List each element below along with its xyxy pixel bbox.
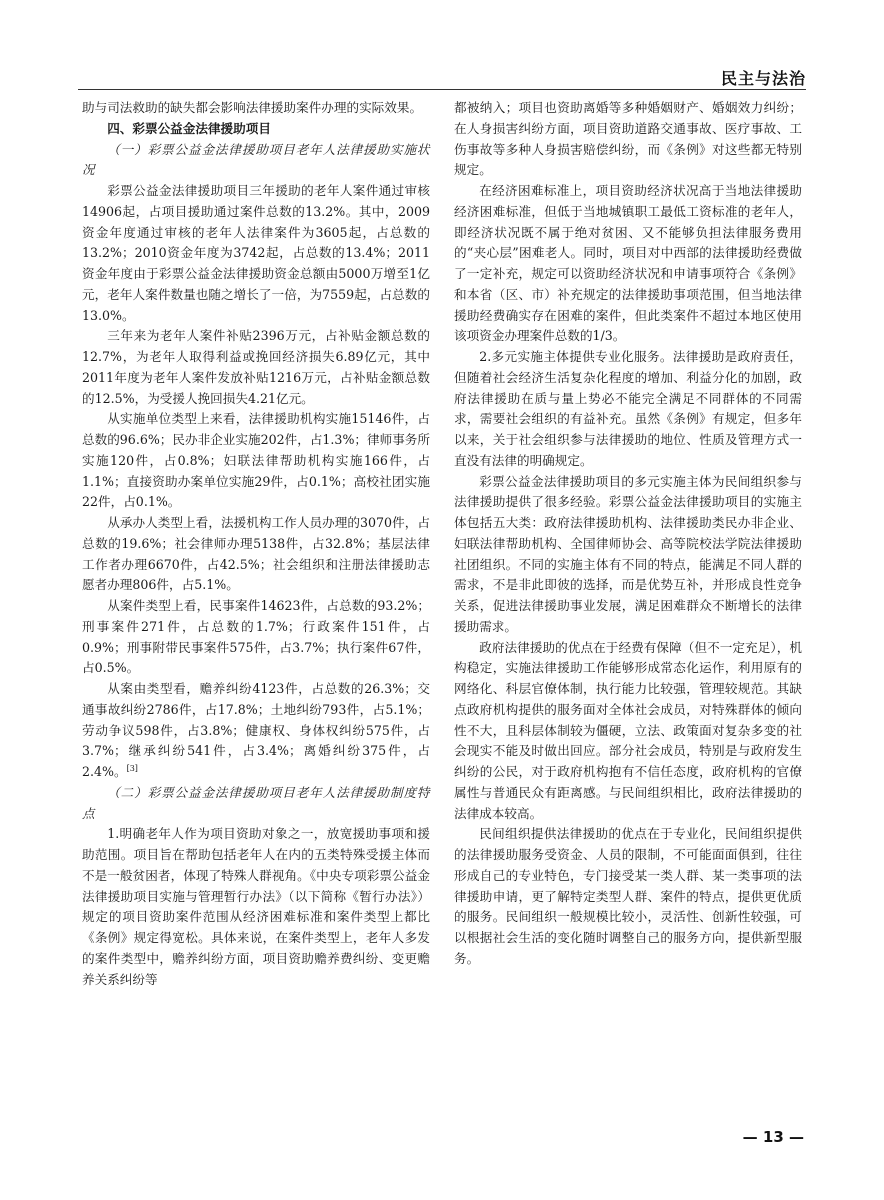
paragraph: 从承办人类型上看，法援机构工作人员办理的3070件，占总数的19.6%；社会律师办理5138件，占32.8%；基层法律工作者办理6670件，占42.5%；社会组织和注册法律援助志愿者办理806件，占5.1%。 [82,515,430,593]
header-rule [78,89,806,90]
subsection-heading: （一）彩票公益金法律援助项目老年人法律援助实施状况 [82,141,430,178]
paragraph: 在经济困难标准上，项目资助经济状况高于当地法律援助经济困难标准，但低于当地城镇职工最低工资标准的老年人，即经济状况既不属于绝对贫困、又不能够负担法律服务费用的“夹心层”困难老人。同时，项目对中西部的法律援助经费做了一定补充，规定可以资助经济状况和申请事项符合《条例》和本省（区、市）补充规定的法律援助事项范围，但当地法律援助经费确实存在困难的案件，但此类案件不超过本地区使用该项资金办理案件总数的1/3。 [454,183,802,344]
paragraph: 政府法律援助的优点在于经费有保障（但不一定充足），机构稳定，实施法律援助工作能够形成常态化运作，利用原有的网络化、科层官僚体制，执行能力比较强，管理较规范。其缺点政府机构提供的服务面对全体社会成员，对特殊群体的倾向性不大，且科层体制较为僵硬，立法、政策面对复杂多变的社会现实不能及时做出回应。部分社会成员，特别是与政府发生纠纷的公民，对于政府机构抱有不信任态度，政府机构的官僚属性与普通民众有距离感。与民间组织相比，政府法律援助的法律成本较高。 [454,639,802,821]
section-title: 民主与法治 [720,69,806,88]
subsection-heading: （二）彩票公益金法律援助项目老年人法律援助制度特点 [82,784,430,821]
right-column [454,98,802,970]
paragraph-with-reference [82,679,430,783]
paragraph: 助与司法救助的缺失都会影响法律援助案件办理的实际效果。 [82,100,423,115]
paragraph: 彩票公益金法律援助项目的多元实施主体为民间组织参与法律援助提供了很多经验。彩票公益金法律援助项目的实施主体包括五大类：政府法律援助机构、法律援助类民办非企业、妇联法律帮助机构、全国律师协会、高等院校法学院法律援助社团组织。不同的实施主体有不同的特点，能满足不同人群的需求，不是非此即彼的选择，而是优势互补，并形成良性竞争关系，促进法律援助事业发展，满足困难群众不断增长的法律援助需求。 [454,473,802,634]
reference-marker: [3] [126,763,138,773]
paragraph: 三年来为老年人案件补贴2396万元，占补贴金额总数的12.7%，为老年人取得利益或挽回经济损失6.89亿元，其中2011年度为老年人案件发放补贴1216万元，占补贴金额总数的12.5%，为受援人挽回损失4.21亿元。 [82,328,430,406]
paragraph: 民间组织提供法律援助的优点在于专业化，民间组织提供的法律援助服务受资金、人员的限制，不可能面面俱到，往往形成自己的专业特色，专门接受某一类人群、某一类事项的法律援助申请，更了解特定类型人群、案件的特点，提供更优质的服务。民间组织一般规模比较小，灵活性、创新性较强，可以根据社会生活的变化随时调整自己的服务方向，提供新型服务。 [454,826,802,966]
paragraph: 从案件类型上看，民事案件14623件，占总数的93.2%；刑事案件271件，占总数的1.7%；行政案件151件，占0.9%；刑事附带民事案件575件，占3.7%；执行案件67件，占0.5%。 [82,598,430,676]
paragraph: 从实施单位类型上来看，法律援助机构实施15146件，占总数的96.6%；民办非企业实施202件，占1.3%；律师事务所实施120件，占0.8%；妇联法律帮助机构实施166件，占1.1%；直接资助办案单位实施29件，占0.1%；高校社团实施22件，占0.1%。 [82,411,430,510]
paragraph: 都被纳入；项目也资助离婚等多种婚姻财产、婚姻效力纠纷；在人身损害纠纷方面，项目资助道路交通事故、医疗事故、工伤事故等多种人身损害赔偿纠纷，而《条例》对这些都无特别规定。 [454,100,802,178]
left-column [82,98,430,990]
paragraph: 2.多元实施主体提供专业化服务。法律援助是政府责任，但随着社会经济生活复杂化程度的增加、利益分化的加剧，政府法律援助在质与量上势必不能完全满足不同群体的不同需求，需要社会组织的有益补充。虽然《条例》有规定，但多年以来，关于社会组织参与法律援助的地位、性质及管理方式一直没有法律的明确规定。 [454,349,802,468]
paragraph-text: 从案由类型看，赡养纠纷4123件，占总数的26.3%；交通事故纠纷2786件，占17.8%；土地纠纷793件，占5.1%；劳动争议598件，占3.8%；健康权、身体权纠纷575件，占3.7%；继承纠纷541件，占3.4%；离婚纠纷375件，占2.4%。 [82,681,430,779]
running-header [78,62,806,90]
paragraph: 彩票公益金法律援助项目三年援助的老年人案件通过审核14906起，占项目援助通过案件总数的13.2%。其中，2009资金年度通过审核的老年人法律案件为3605起，占总数的13.2%；2010资金年度为3742起，占总数的13.4%；2011资金年度由于彩票公益金法律援助资金总额由5000万增至1亿元，老年人案件数量也随之增长了一倍，为7559起，占总数的13.0%。 [82,183,430,323]
paragraph: 1.明确老年人作为项目资助对象之一，放宽援助事项和援助范围。项目旨在帮助包括老年人在内的五类特殊受援主体而不是一般贫困者，体现了特殊人群视角。《中央专项彩票公益金法律援助项目实施与管理暂行办法》（以下简称《暂行办法》）规定的项目资助案件范围从经济困难标准和案件类型上都比《条例》规定得宽松。具体来说，在案件类型上，老年人多发的案件类型中，赡养纠纷方面，项目资助赡养费纠纷、变更赡养关系纠纷等 [82,826,430,987]
page-number: — 13 — [742,1128,804,1146]
section-heading: 四、彩票公益金法律援助项目 [107,120,271,136]
